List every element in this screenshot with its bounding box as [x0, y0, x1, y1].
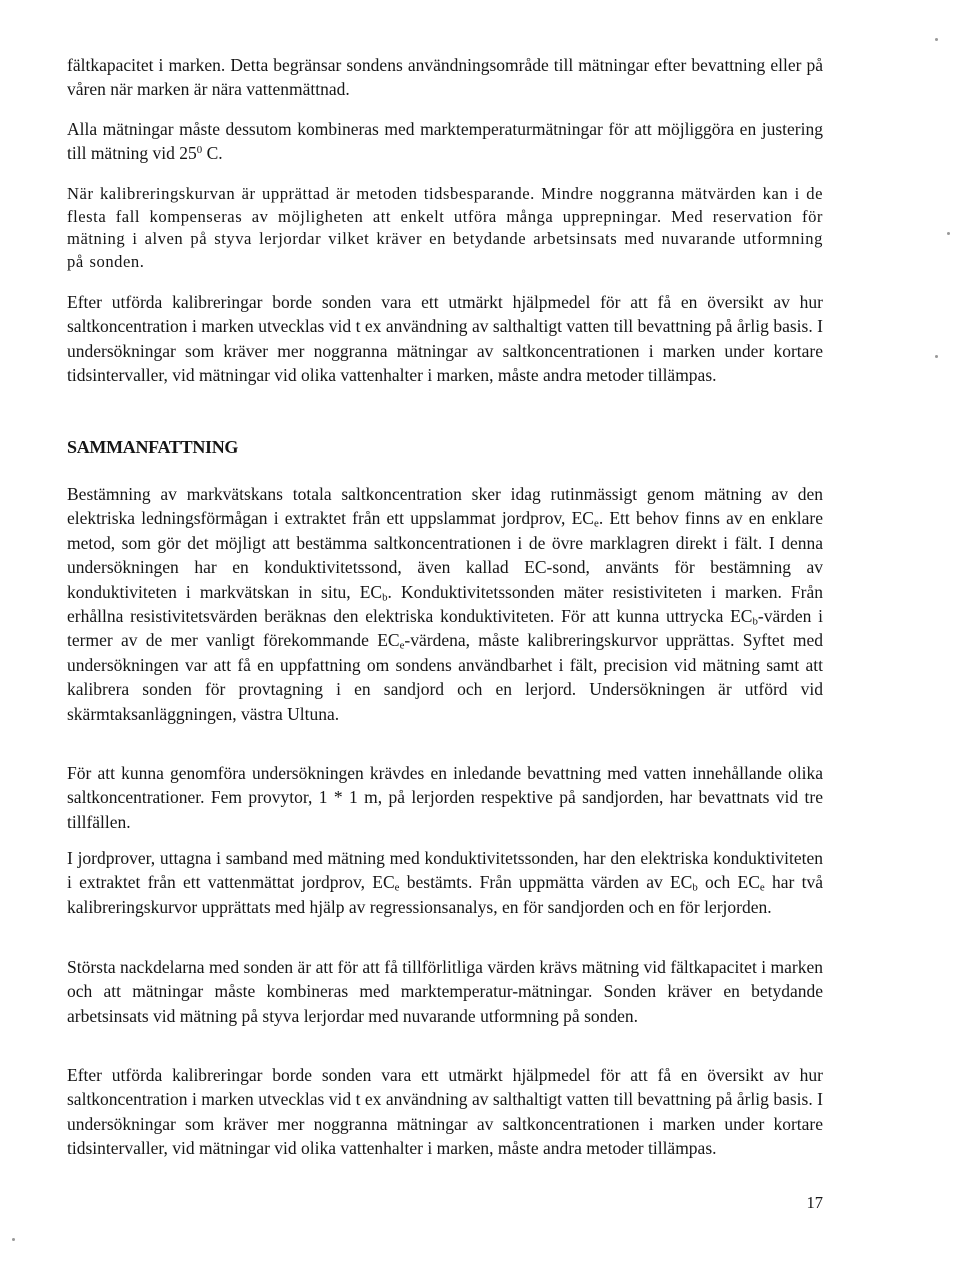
subscript-e: e: [759, 882, 765, 895]
paragraph-calibration-curve: När kalibreringskurvan är upprättad är metoden tidsbesparande. Mindre noggranna mätvärden kan i de flesta fall kompenseras av möjligheten att enkelt utföra många upprepningar. Med reservation för mätning i alven på styva lerjordar vilket kräver en betydande arbetsinsats med nuvarande utformning på sonden.: [67, 184, 823, 272]
summary-paragraph-drawbacks: Största nackdelarna med sonden är att för att få tillförlitliga värden krävs mätning vid fältkapacitet i marken och att mätningar måste kombineras med marktemperatur-mätningar. Sonden kräver en betydande arbetsinsats vid mätning på styva lerjordar med nuvarande utformning på sonden.: [67, 957, 823, 1026]
paragraph-temperature-text: Alla mätningar måste dessutom kombineras med marktemperaturmätningar för att möjliggöra en justering till mätning vid 25: [67, 119, 823, 164]
summary-text-part: -värden i termer av de mer vanligt förekommande EC: [67, 606, 823, 651]
subscript-b: b: [752, 615, 758, 628]
scan-speck: [947, 232, 950, 235]
page-number: 17: [806, 1193, 823, 1212]
scan-speck: [12, 1238, 15, 1241]
summary-text-part: . Ett behov finns av en enklare metod, som gör det möjligt att bestämma saltkoncentrationen i de övre marklagren direkt i fält. I denna undersökningen har en konduktivitetssond, även kallad EC-sond, använts för bestämning av konduktiviteten i markvätskan in situ, EC: [67, 508, 823, 602]
subscript-e: e: [394, 882, 400, 895]
subscript-e: e: [593, 518, 599, 531]
paragraph-temperature: [67, 117, 823, 166]
paragraph-temperature-unit: C.: [202, 143, 223, 164]
summary-text-part: -värdena, måste kalibreringskurvor upprättas. Syftet med undersökningen var att få en uppfattning om sondens användbarhet i fält, precision vid mätning samt att kalibrera sonden för provtagning i en sandjord och en lerjord. Undersökningen är utförd vid skärmtaksanläggningen, västra Ultuna.: [67, 630, 823, 724]
summary-text-part: bestämts. Från uppmätta värden av EC: [399, 872, 693, 893]
summary-text-part: I jordprover, uttagna i samband med mätning med konduktivitetssonden, har den elektriska konduktiviteten i extraktet från ett vattenmättat jordprov, EC: [67, 848, 823, 893]
scan-speck: [935, 38, 938, 41]
document-page: [67, 0, 823, 1261]
summary-text-part: har två kalibreringskurvor upprättats med hjälp av regressionsanalys, en för sandjorden och en för lerjorden.: [67, 872, 823, 917]
paragraph-after-calibration: Efter utförda kalibreringar borde sonden vara ett utmärkt hjälpmedel för att få en översikt av hur saltkoncentration i marken utvecklas vid t ex användning av salthaltigt vatten till bevattning på årlig basis. I undersökningar som kräver mer noggranna mätningar av saltkoncentrationen i marken under kortare tidsintervaller, vid mätningar vid olika vattenhalter i marken, måste andra metoder tillämpas.: [67, 292, 823, 386]
summary-paragraph-method: [67, 482, 823, 726]
summary-text-part: . Konduktivitetssonden mäter resistiviteten i marken. Från erhållna resistivitetsvärden beräknas den elektriska konduktiviteten. För att kunna uttrycka EC: [67, 581, 823, 627]
subscript-b: b: [382, 591, 388, 604]
summary-text-part: Bestämning av markvätskans totala saltkoncentration sker idag rutinmässigt genom mätning av den elektriska ledningsförmågan i extraktet från ett uppslammat jordprov, EC: [67, 484, 823, 529]
paragraph-field-capacity: fältkapacitet i marken. Detta begränsar sondens användningsområde till mätningar efter bevattning eller på våren när marken är nära vattenmättnad.: [67, 55, 823, 100]
summary-paragraph-irrigation: För att kunna genomföra undersökningen krävdes en inledande bevattning med vatten innehållande olika saltkoncentrationer. Fem provytor, 1 * 1 m, på lerjorden respektive på sandjorden, har bevattnats vid tre tillfällen.: [67, 763, 823, 832]
subscript-e: e: [399, 640, 405, 653]
section-heading-summary: SAMMANFATTNING: [67, 437, 239, 457]
degree-superscript: 0: [196, 144, 203, 157]
summary-text-part: och EC: [697, 872, 760, 893]
subscript-b: b: [692, 882, 698, 895]
summary-paragraph-conclusion: Efter utförda kalibreringar borde sonden vara ett utmärkt hjälpmedel för att få en översikt av hur saltkoncentration i marken utvecklas vid t ex användning av salthaltigt vatten till bevattning på årlig basis. I undersökningar som kräver mer noggranna mätningar av saltkoncentrationen i marken under kortare tidsintervaller, vid mätningar vid olika vattenhalter i marken, måste andra metoder tillämpas.: [67, 1065, 823, 1159]
summary-paragraph-soil-samples: [67, 846, 823, 919]
scan-speck: [935, 355, 938, 358]
